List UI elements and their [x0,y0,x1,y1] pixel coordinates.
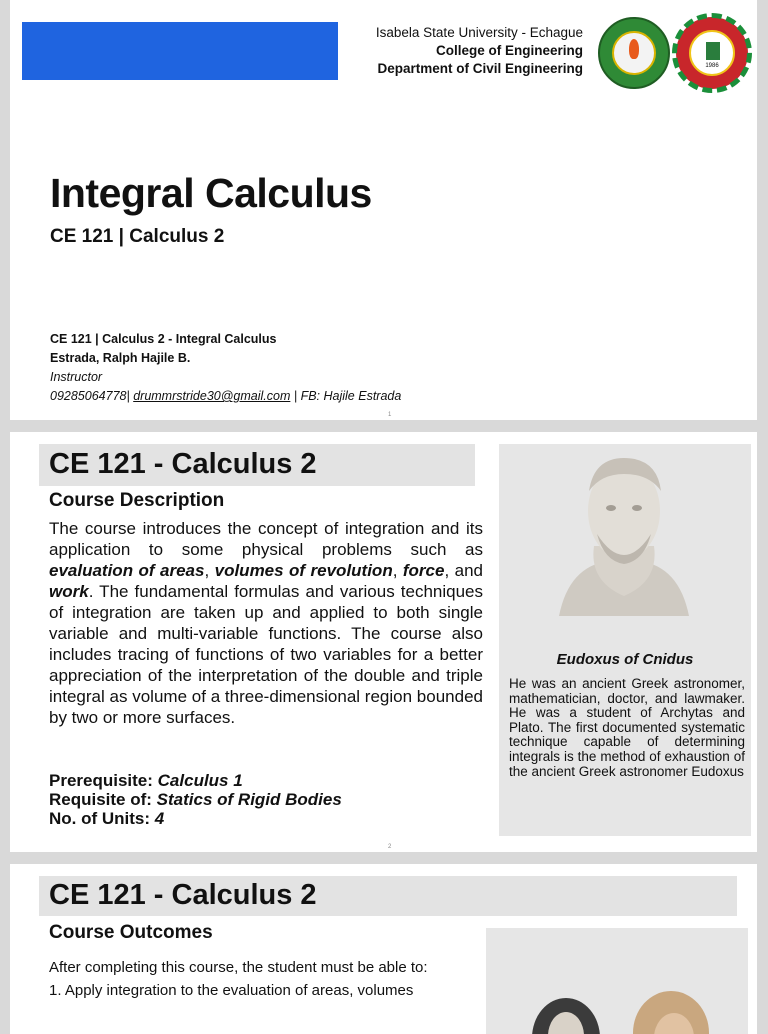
header-bar [39,876,737,916]
college-seal-logo [676,17,748,89]
contact-line [50,387,401,406]
instructor-role: Instructor [50,370,103,384]
header-bar [39,444,475,486]
page-header: CE 121 - Calculus 2 [49,448,317,480]
page-3 [10,864,757,1034]
document-subtitle: CE 121 | Calculus 2 [50,226,225,247]
page-header: CE 121 - Calculus 2 [49,879,317,911]
header-blue-bar [22,22,338,80]
portrait-bio: He was an ancient Greek astronomer, mathematician, doctor, and lawmaker. He was a student of Archytas and Plato. The first documented systematic technique capable of determining integrals is the method of exhaustion of the ancient Greek astronomer Eudoxus [509,676,745,779]
portrait-panel [499,444,751,836]
page-number: 2 [388,844,392,850]
course-line: CE 121 | Calculus 2 - Integral Calculus [50,332,277,346]
university-seal-logo [598,17,670,89]
college-name: College of Engineering [435,43,583,58]
email-link[interactable]: drummrstride30@gmail.com [133,389,291,403]
eudoxus-bust-image [549,446,699,616]
course-requirements [49,771,342,828]
fb-text: | FB: Hajile Estrada [293,389,402,403]
portrait-panel [486,928,748,1034]
page-number: 1 [388,412,392,418]
instructor-name: Estrada, Ralph Hajile B. [50,351,191,365]
college-seal-year: 1986 [705,63,719,69]
department-name: Department of Civil Engineering [377,61,583,76]
page-2 [10,432,757,852]
outcome-item: 1. Apply integration to the evaluation of areas, volumes [49,982,414,999]
university-name: Isabela State University - Echague [375,25,583,40]
section-title: Course Description [49,490,225,511]
outcomes-intro: After completing this course, the student must be able to: 1. Apply integration to the evaluation of areas, volumes [49,956,473,1002]
requisite-of: Requisite of: Statics of Rigid Bodies [49,790,342,809]
page-1 [10,0,757,420]
course-description: The course introduces the concept of integration and its application to some physical problems such as evaluation of areas, volumes of revolution, force, and work. The fundamental formulas and various techniques of integration are taken up and applied to both single variable and multi-variable functions. The course also includes tracing of functions of two variables for a better appreciation of the interpretation of the double and triple integral as volume of a three-dimensional region bounded by two or more surfaces. [49,519,483,727]
number-of-units: No. of Units: 4 [49,809,165,828]
university-block [376,24,583,78]
torch-icon [629,39,639,59]
mathematicians-portrait-image [486,928,748,1034]
portrait-caption: Eudoxus of Cnidus [556,651,694,668]
section-title: Course Outcomes [49,922,213,943]
document-title: Integral Calculus [50,170,372,216]
instructor-info [50,330,401,406]
phone: 09285064778| [50,389,130,403]
tower-icon [706,42,720,60]
prerequisite: Prerequisite: Calculus 1 [49,771,243,790]
